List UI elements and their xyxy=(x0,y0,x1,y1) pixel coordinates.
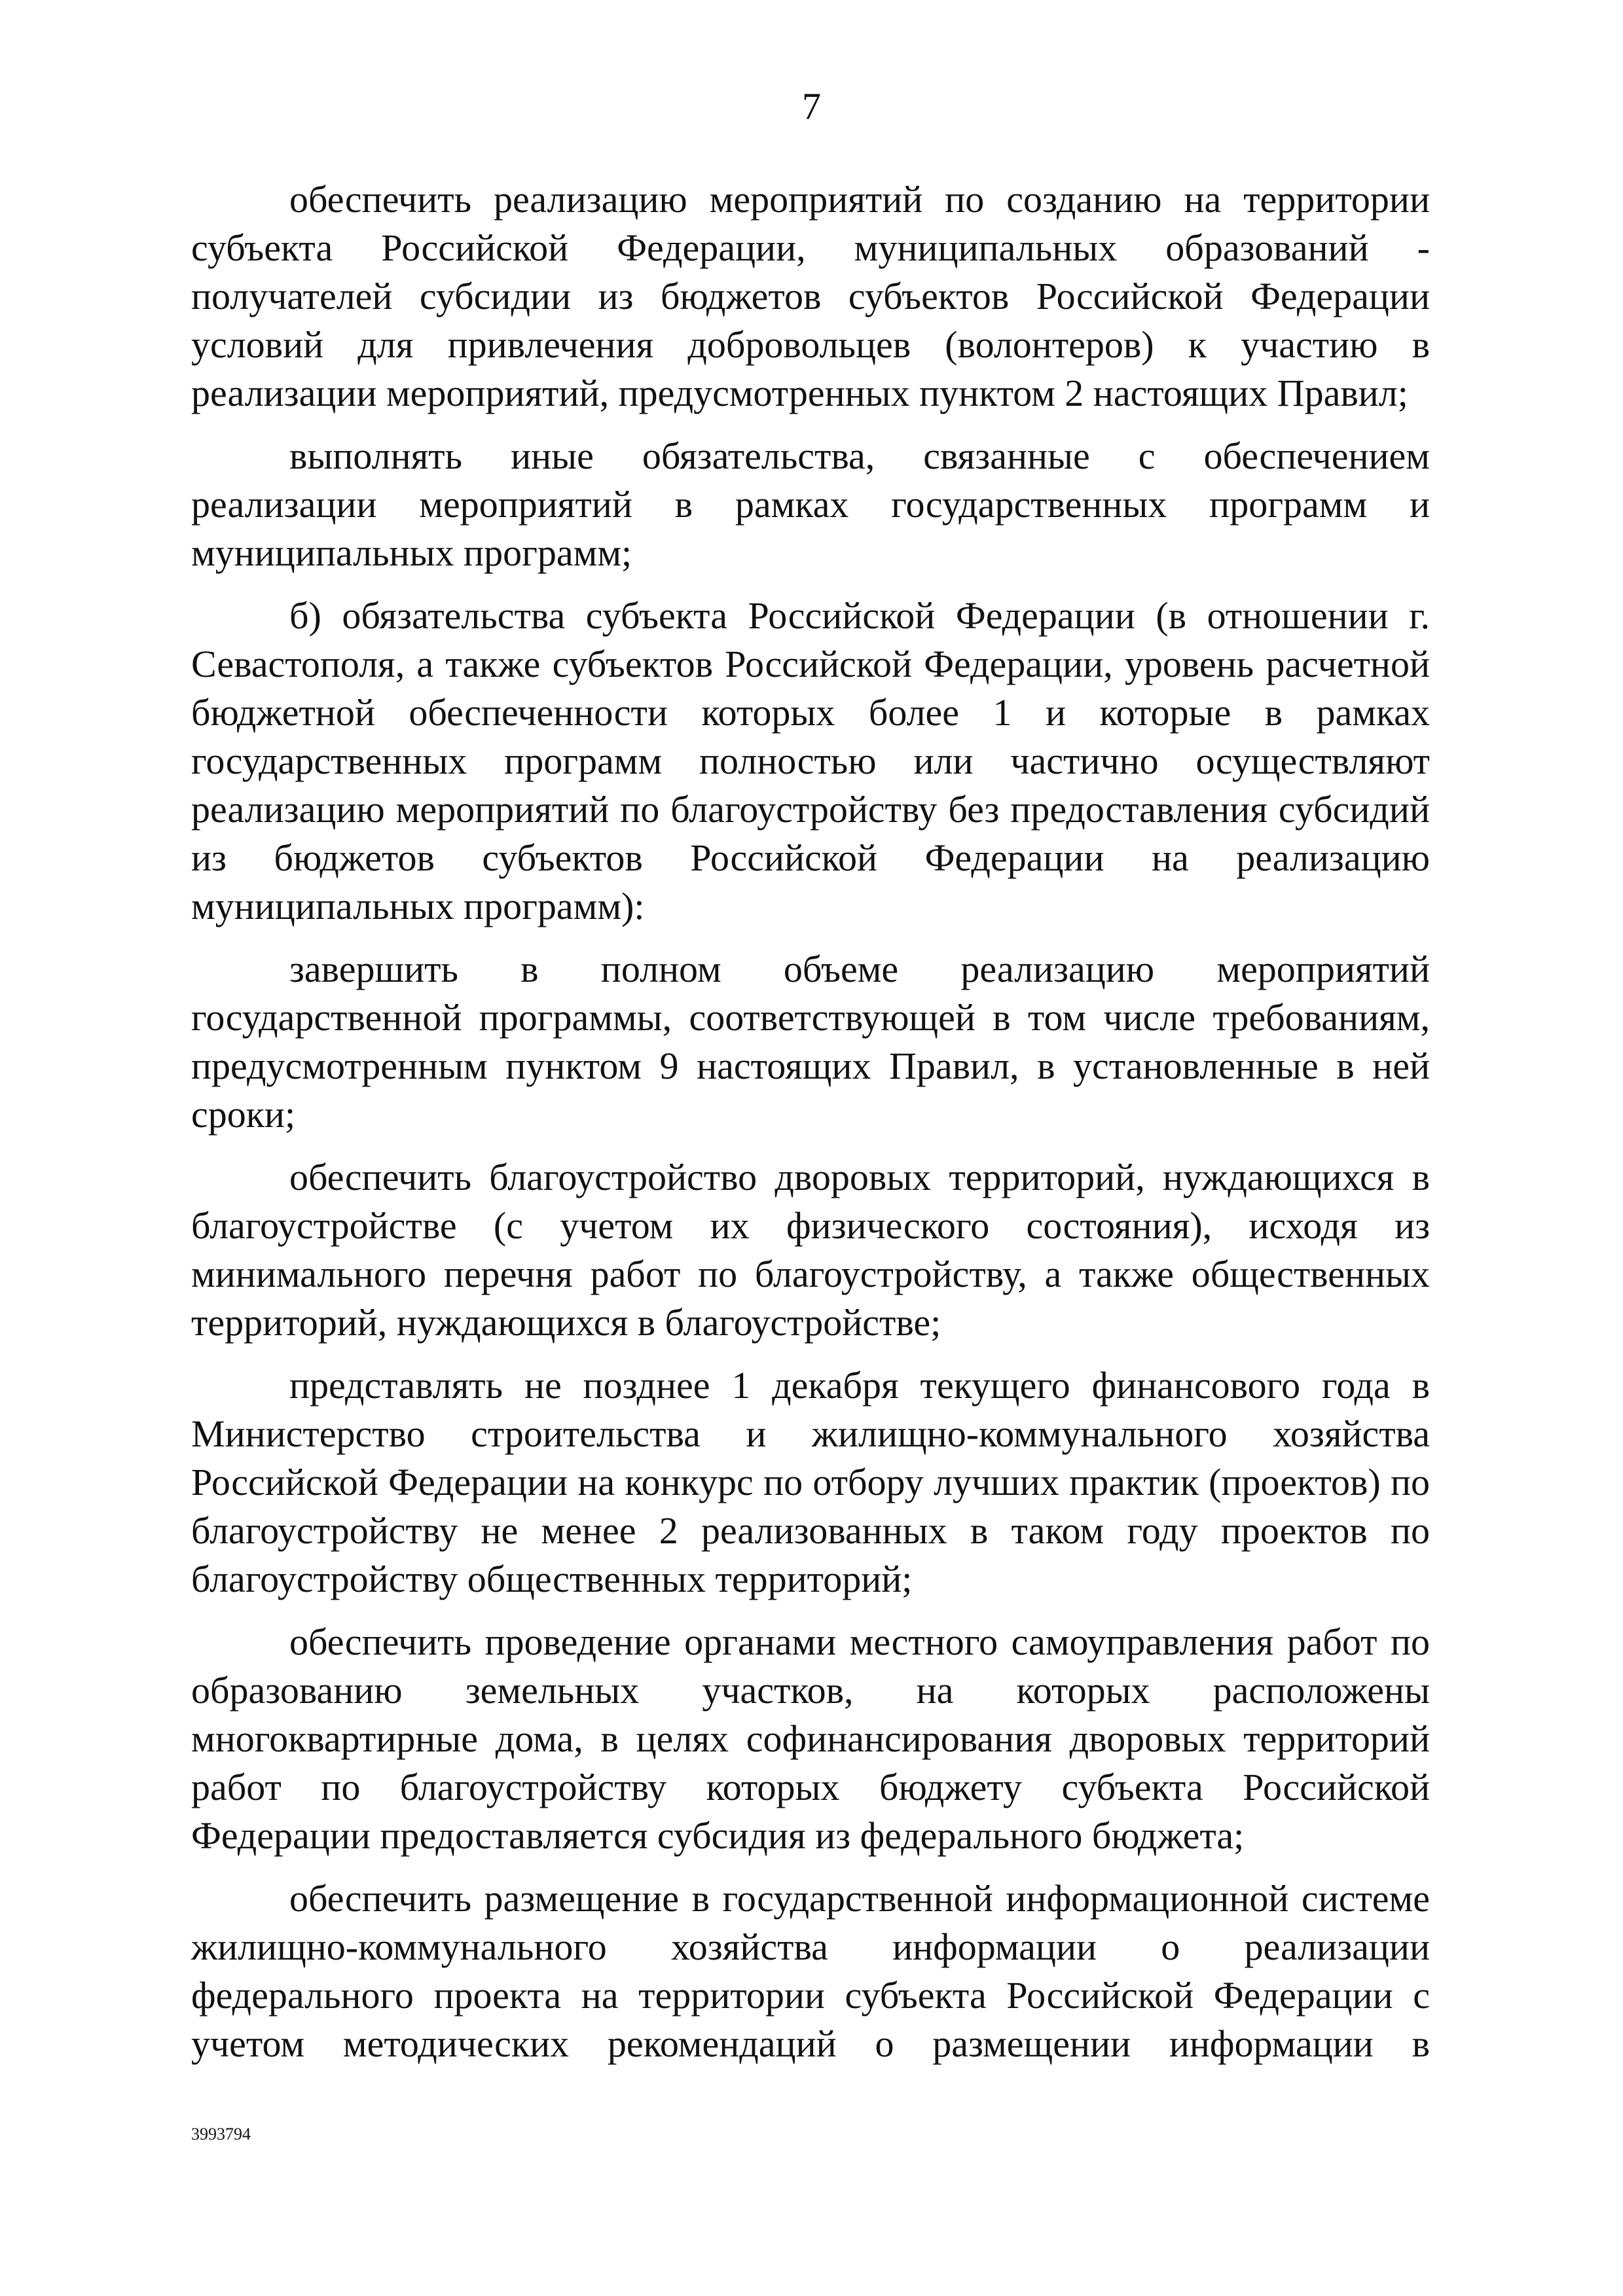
paragraph: представлять не позднее 1 декабря текущего финансового года в Министерство строительства и жилищно-коммунального хозяйства Российской Федерации на конкурс по отбору лучших практик (проектов) по благоустройству не менее 2 реализованных в таком году проектов по благоустройству общественных территорий; xyxy=(191,1364,1430,1600)
page-number: 7 xyxy=(802,85,821,128)
document-id: 3993794 xyxy=(191,2125,251,2144)
document-body xyxy=(191,175,1430,2068)
paragraph-continued: обеспечить размещение в государственной информационной системе жилищно-коммунального хозяйства информации о реализации федерального проекта на территории субъекта Российской Федерации с учетом методических рекомендаций о размещении информации в xyxy=(191,1877,1430,2065)
paragraph: обеспечить реализацию мероприятий по созданию на территории субъекта Российской Федерации, муниципальных образований - получателей субсидии из бюджетов субъектов Российской Федерации условий для привлечения добровольцев (волонтеров) к участию в реализации мероприятий, предусмотренных пунктом 2 настоящих Правил; xyxy=(191,178,1430,414)
paragraph: завершить в полном объеме реализацию мероприятий государственной программы, соответствующей в том числе требованиям, предусмотренным пунктом 9 настоящих Правил, в установленные в ней сроки; xyxy=(191,948,1430,1136)
paragraph: б) обязательства субъекта Российской Федерации (в отношении г. Севастополя, а также субъектов Российской Федерации, уровень расчетной бюджетной обеспеченности которых более 1 и которые в рамках государственных программ полностью или частично осуществляют реализацию мероприятий по благоустройству без предоставления субсидий из бюджетов субъектов Российской Федерации на реализацию муниципальных программ): xyxy=(191,594,1430,927)
paragraph: обеспечить проведение органами местного самоуправления работ по образованию земельных участков, на которых расположены многоквартирные дома, в целях софинансирования дворовых территорий работ по благоустройству которых бюджету субъекта Российской Федерации предоставляется субсидия из федерального бюджета; xyxy=(191,1621,1430,1857)
paragraph: выполнять иные обязательства, связанные с обеспечением реализации мероприятий в рамках государственных программ и муниципальных программ; xyxy=(191,435,1430,574)
paragraph: обеспечить благоустройство дворовых территорий, нуждающихся в благоустройстве (с учетом их физического состояния), исходя из минимального перечня работ по благоустройству, а также общественных территорий, нуждающихся в благоустройстве; xyxy=(191,1156,1430,1344)
